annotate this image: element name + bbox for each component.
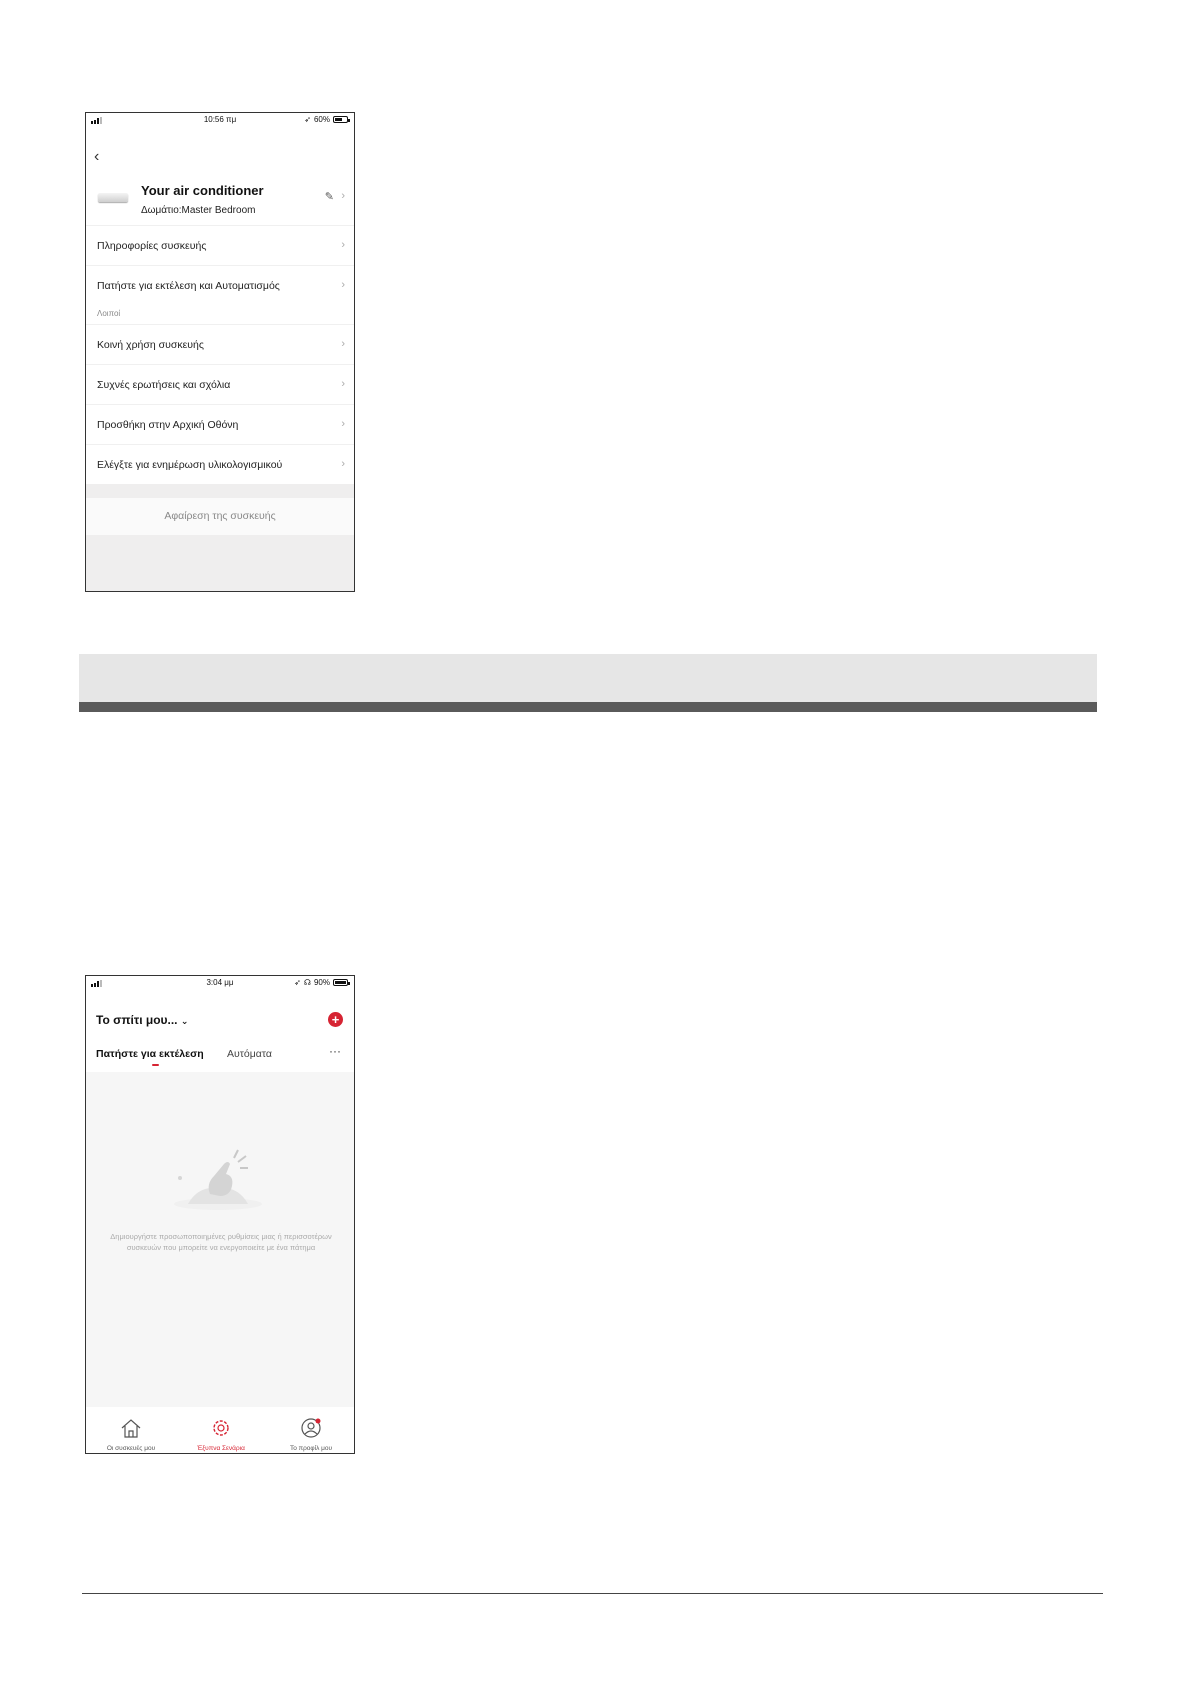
list-item-device-info[interactable]: [86, 225, 354, 265]
chevron-down-icon: ⌄: [180, 1016, 189, 1026]
list-item-label: Πληροφορίες συσκευής: [97, 240, 207, 252]
tab-automation[interactable]: Αυτόματα: [227, 1048, 272, 1060]
chevron-right-icon: ›: [341, 190, 345, 202]
list-item-firmware-update[interactable]: [86, 444, 354, 484]
tab-label: Έξυπνα Σενάρια: [197, 1445, 245, 1452]
status-bar: [86, 976, 354, 992]
device-row[interactable]: [86, 174, 354, 224]
chevron-right-icon: ›: [341, 378, 345, 390]
remove-device-button[interactable]: [86, 498, 354, 535]
status-bar: [86, 113, 354, 129]
status-time: 10:56 πμ: [203, 115, 237, 124]
section-label: Λοιποί: [97, 309, 121, 318]
list-item-label: Πατήστε για εκτέλεση και Αυτοματισμός: [97, 280, 280, 292]
tap-hand-illustration-icon: [168, 1146, 268, 1216]
tab-label: Οι συσκευές μου: [106, 1445, 156, 1452]
device-settings-screenshot: [85, 112, 355, 592]
device-name: Your air conditioner: [141, 183, 264, 198]
list-item-label: Κοινή χρήση συσκευής: [97, 339, 204, 351]
remove-device-label: Αφαίρεση της συσκευής: [164, 510, 276, 522]
battery-icon: [333, 116, 348, 123]
scenes-header: [86, 992, 354, 1072]
smart-scenes-screenshot: [85, 975, 355, 1454]
location-icon: ➶: [294, 978, 301, 987]
headphones-icon: ☊: [303, 978, 311, 987]
battery-icon: [333, 979, 348, 986]
empty-state-text: Δημιουργήστε προσωποποιημένες ρυθμίσεις μιας ή περισσοτέρων συσκευών που μπορείτε να ενεργοποιείτε με ένα πάτημα: [110, 1232, 332, 1252]
list-item-faq[interactable]: [86, 364, 354, 404]
section-divider-line: [79, 702, 1097, 712]
list-item-share-device[interactable]: [86, 324, 354, 364]
list-item-add-home-screen[interactable]: [86, 404, 354, 444]
home-title: Το σπίτι μου...: [96, 1013, 178, 1027]
list-item-tap-to-run[interactable]: [86, 265, 354, 305]
page-footer-rule: [82, 1593, 1103, 1594]
list-item-label: Προσθήκη στην Αρχική Οθόνη: [97, 419, 239, 431]
home-icon: [119, 1417, 143, 1439]
section-divider-band: [79, 654, 1097, 706]
chevron-right-icon: ›: [341, 239, 345, 251]
profile-icon: [299, 1417, 323, 1439]
add-scene-button[interactable]: +: [328, 1012, 343, 1027]
chevron-right-icon: ›: [341, 458, 345, 470]
battery-percent: 90%: [313, 978, 330, 987]
edit-pencil-icon[interactable]: ✎: [324, 191, 334, 203]
list-item-label: Συχνές ερωτήσεις και σχόλια: [97, 379, 231, 391]
chevron-right-icon: ›: [341, 418, 345, 430]
back-chevron-icon[interactable]: ‹: [94, 148, 100, 165]
chevron-right-icon: ›: [341, 279, 345, 291]
list-item-label: Ελέγξτε για ενημέρωση υλικολογισμικού: [97, 459, 283, 471]
air-conditioner-icon: [98, 193, 128, 202]
tab-my-profile[interactable]: [266, 1407, 355, 1453]
tab-label: Το προφίλ μου: [289, 1445, 333, 1452]
location-icon: ➶: [304, 115, 311, 124]
tab-smart-scenes[interactable]: [176, 1407, 266, 1453]
active-tab-indicator: [152, 1064, 159, 1066]
bottom-tab-bar: [86, 1407, 354, 1453]
device-room: Δωμάτιο:Master Bedroom: [141, 205, 256, 216]
home-selector[interactable]: [96, 1013, 188, 1027]
battery-percent: 60%: [313, 115, 330, 124]
tab-tap-to-run[interactable]: Πατήστε για εκτέλεση: [96, 1048, 204, 1060]
chevron-right-icon: ›: [341, 338, 345, 350]
gear-icon: [209, 1417, 233, 1439]
tab-my-devices[interactable]: [86, 1407, 176, 1453]
more-options-icon[interactable]: ···: [329, 1044, 341, 1058]
status-time: 3:04 μμ: [206, 978, 234, 987]
